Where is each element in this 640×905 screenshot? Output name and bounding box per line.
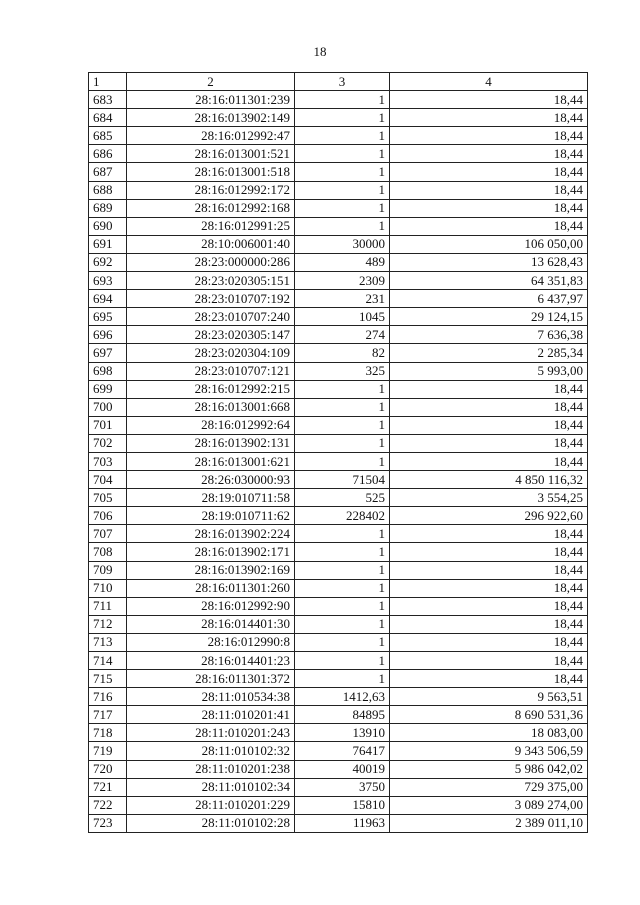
header-cell-2: 2 — [127, 73, 295, 91]
cadastral-number-cell: 28:16:012992:172 — [127, 181, 295, 199]
value-cell: 18,44 — [390, 145, 588, 163]
row-number-cell: 715 — [89, 670, 127, 688]
cadastral-number-cell: 28:16:013902:149 — [127, 109, 295, 127]
row-number-cell: 719 — [89, 742, 127, 760]
area-cell: 1 — [295, 109, 390, 127]
value-cell: 2 389 011,10 — [390, 814, 588, 832]
table-row — [89, 579, 588, 597]
area-cell: 3750 — [295, 778, 390, 796]
table-row — [89, 272, 588, 290]
row-number-cell: 690 — [89, 217, 127, 235]
row-number-cell: 689 — [89, 199, 127, 217]
row-number-cell: 688 — [89, 181, 127, 199]
row-number-cell: 717 — [89, 706, 127, 724]
row-number-cell: 694 — [89, 290, 127, 308]
area-cell: 1 — [295, 398, 390, 416]
table-row — [89, 489, 588, 507]
header-cell-3: 3 — [295, 73, 390, 91]
row-number-cell: 701 — [89, 416, 127, 434]
area-cell: 40019 — [295, 760, 390, 778]
table-row — [89, 326, 588, 344]
area-cell: 30000 — [295, 235, 390, 253]
area-cell: 1 — [295, 452, 390, 470]
row-number-cell: 700 — [89, 398, 127, 416]
value-cell: 64 351,83 — [390, 272, 588, 290]
area-cell: 274 — [295, 326, 390, 344]
table-row — [89, 796, 588, 814]
cadastral-number-cell: 28:11:010201:229 — [127, 796, 295, 814]
table-row — [89, 344, 588, 362]
table-row — [89, 127, 588, 145]
area-cell: 1 — [295, 561, 390, 579]
row-number-cell: 713 — [89, 633, 127, 651]
row-number-cell: 691 — [89, 235, 127, 253]
table-row — [89, 434, 588, 452]
value-cell: 18,44 — [390, 416, 588, 434]
area-cell: 325 — [295, 362, 390, 380]
row-number-cell: 687 — [89, 163, 127, 181]
area-cell: 84895 — [295, 706, 390, 724]
value-cell: 29 124,15 — [390, 308, 588, 326]
area-cell: 2309 — [295, 272, 390, 290]
area-cell: 489 — [295, 253, 390, 271]
cadastral-number-cell: 28:16:012992:168 — [127, 199, 295, 217]
cadastral-number-cell: 28:11:010534:38 — [127, 688, 295, 706]
value-cell: 18,44 — [390, 543, 588, 561]
table-row — [89, 145, 588, 163]
cadastral-number-cell: 28:11:010201:238 — [127, 760, 295, 778]
table-row — [89, 615, 588, 633]
table-row — [89, 235, 588, 253]
area-cell: 1 — [295, 181, 390, 199]
cadastral-number-cell: 28:11:010102:28 — [127, 814, 295, 832]
table-body — [89, 73, 588, 833]
row-number-cell: 716 — [89, 688, 127, 706]
table-row — [89, 290, 588, 308]
value-cell: 13 628,43 — [390, 253, 588, 271]
table-row — [89, 507, 588, 525]
table-row — [89, 471, 588, 489]
cadastral-number-cell: 28:16:012991:25 — [127, 217, 295, 235]
value-cell: 18,44 — [390, 380, 588, 398]
row-number-cell: 704 — [89, 471, 127, 489]
table-row — [89, 217, 588, 235]
page-number: 18 — [313, 44, 327, 59]
table-row — [89, 706, 588, 724]
area-cell: 1 — [295, 163, 390, 181]
cadastral-number-cell: 28:16:012992:90 — [127, 597, 295, 615]
value-cell: 9 343 506,59 — [390, 742, 588, 760]
table-row — [89, 109, 588, 127]
area-cell: 15810 — [295, 796, 390, 814]
value-cell: 4 850 116,32 — [390, 471, 588, 489]
value-cell: 3 554,25 — [390, 489, 588, 507]
area-cell: 1 — [295, 434, 390, 452]
cadastral-number-cell: 28:11:010201:243 — [127, 724, 295, 742]
area-cell: 228402 — [295, 507, 390, 525]
cadastral-number-cell: 28:11:010102:32 — [127, 742, 295, 760]
row-number-cell: 684 — [89, 109, 127, 127]
cadastral-number-cell: 28:23:010707:192 — [127, 290, 295, 308]
row-number-cell: 723 — [89, 814, 127, 832]
table-row — [89, 163, 588, 181]
table-row — [89, 308, 588, 326]
table-row — [89, 633, 588, 651]
cadastral-number-cell: 28:16:014401:30 — [127, 615, 295, 633]
row-number-cell: 686 — [89, 145, 127, 163]
table-row — [89, 362, 588, 380]
cadastral-number-cell: 28:16:012992:64 — [127, 416, 295, 434]
area-cell: 1 — [295, 670, 390, 688]
cadastral-number-cell: 28:23:010707:121 — [127, 362, 295, 380]
value-cell: 729 375,00 — [390, 778, 588, 796]
value-cell: 18,44 — [390, 615, 588, 633]
area-cell: 1 — [295, 199, 390, 217]
row-number-cell: 702 — [89, 434, 127, 452]
area-cell: 82 — [295, 344, 390, 362]
table-row — [89, 814, 588, 832]
cadastral-number-cell: 28:16:013902:131 — [127, 434, 295, 452]
cadastral-number-cell: 28:23:010707:240 — [127, 308, 295, 326]
value-cell: 18,44 — [390, 398, 588, 416]
cadastral-number-cell: 28:16:013001:518 — [127, 163, 295, 181]
area-cell: 525 — [295, 489, 390, 507]
area-cell: 1 — [295, 217, 390, 235]
area-cell: 1412,63 — [295, 688, 390, 706]
value-cell: 18,44 — [390, 181, 588, 199]
cadastral-number-cell: 28:16:012990:8 — [127, 633, 295, 651]
cadastral-number-cell: 28:11:010201:41 — [127, 706, 295, 724]
row-number-cell: 703 — [89, 452, 127, 470]
value-cell: 18,44 — [390, 561, 588, 579]
row-number-cell: 683 — [89, 91, 127, 109]
value-cell: 18,44 — [390, 163, 588, 181]
cadastral-number-cell: 28:23:020305:151 — [127, 272, 295, 290]
row-number-cell: 711 — [89, 597, 127, 615]
table-row — [89, 91, 588, 109]
area-cell: 71504 — [295, 471, 390, 489]
cadastral-number-cell: 28:16:014401:23 — [127, 652, 295, 670]
table-row — [89, 398, 588, 416]
cadastral-number-cell: 28:16:011301:239 — [127, 91, 295, 109]
value-cell: 9 563,51 — [390, 688, 588, 706]
cadastral-number-cell: 28:11:010102:34 — [127, 778, 295, 796]
cadastral-number-cell: 28:19:010711:58 — [127, 489, 295, 507]
table-row — [89, 597, 588, 615]
value-cell: 7 636,38 — [390, 326, 588, 344]
table-row — [89, 561, 588, 579]
value-cell: 106 050,00 — [390, 235, 588, 253]
table-row — [89, 778, 588, 796]
row-number-cell: 709 — [89, 561, 127, 579]
row-number-cell: 707 — [89, 525, 127, 543]
cadastral-number-cell: 28:16:011301:372 — [127, 670, 295, 688]
table-row — [89, 416, 588, 434]
area-cell: 13910 — [295, 724, 390, 742]
row-number-cell: 721 — [89, 778, 127, 796]
area-cell: 1 — [295, 543, 390, 561]
area-cell: 1 — [295, 416, 390, 434]
table-row — [89, 688, 588, 706]
value-cell: 18,44 — [390, 670, 588, 688]
header-cell-4: 4 — [390, 73, 588, 91]
value-cell: 18,44 — [390, 109, 588, 127]
area-cell: 1 — [295, 380, 390, 398]
value-cell: 296 922,60 — [390, 507, 588, 525]
value-cell: 6 437,97 — [390, 290, 588, 308]
row-number-cell: 695 — [89, 308, 127, 326]
value-cell: 18 083,00 — [390, 724, 588, 742]
area-cell: 1 — [295, 615, 390, 633]
table-row — [89, 760, 588, 778]
table-row — [89, 199, 588, 217]
cadastral-number-cell: 28:16:013001:521 — [127, 145, 295, 163]
table-row — [89, 652, 588, 670]
table-row — [89, 724, 588, 742]
cadastral-number-cell: 28:16:013902:169 — [127, 561, 295, 579]
value-cell: 18,44 — [390, 217, 588, 235]
area-cell: 1 — [295, 525, 390, 543]
area-cell: 1 — [295, 127, 390, 145]
cadastral-number-cell: 28:23:000000:286 — [127, 253, 295, 271]
row-number-cell: 708 — [89, 543, 127, 561]
area-cell: 1045 — [295, 308, 390, 326]
row-number-cell: 693 — [89, 272, 127, 290]
table-row — [89, 543, 588, 561]
row-number-cell: 714 — [89, 652, 127, 670]
row-number-cell: 699 — [89, 380, 127, 398]
row-number-cell: 722 — [89, 796, 127, 814]
table-row — [89, 380, 588, 398]
value-cell: 18,44 — [390, 525, 588, 543]
cadastral-number-cell: 28:16:013001:621 — [127, 452, 295, 470]
value-cell: 2 285,34 — [390, 344, 588, 362]
row-number-cell: 685 — [89, 127, 127, 145]
area-cell: 1 — [295, 633, 390, 651]
value-cell: 18,44 — [390, 652, 588, 670]
cadastral-number-cell: 28:10:006001:40 — [127, 235, 295, 253]
value-cell: 18,44 — [390, 452, 588, 470]
value-cell: 5 986 042,02 — [390, 760, 588, 778]
row-number-cell: 696 — [89, 326, 127, 344]
cadastral-number-cell: 28:26:030000:93 — [127, 471, 295, 489]
row-number-cell: 706 — [89, 507, 127, 525]
row-number-cell: 712 — [89, 615, 127, 633]
row-number-cell: 705 — [89, 489, 127, 507]
area-cell: 1 — [295, 579, 390, 597]
cadastral-number-cell: 28:16:013001:668 — [127, 398, 295, 416]
area-cell: 231 — [295, 290, 390, 308]
row-number-cell: 697 — [89, 344, 127, 362]
cadastral-number-cell: 28:16:012992:215 — [127, 380, 295, 398]
table-row — [89, 452, 588, 470]
table-row — [89, 742, 588, 760]
area-cell: 1 — [295, 91, 390, 109]
value-cell: 18,44 — [390, 434, 588, 452]
value-cell: 3 089 274,00 — [390, 796, 588, 814]
row-number-cell: 720 — [89, 760, 127, 778]
row-number-cell: 718 — [89, 724, 127, 742]
value-cell: 18,44 — [390, 579, 588, 597]
cadastral-number-cell: 28:16:012992:47 — [127, 127, 295, 145]
value-cell: 18,44 — [390, 633, 588, 651]
table-header-row — [89, 73, 588, 91]
cadastral-number-cell: 28:23:020305:147 — [127, 326, 295, 344]
cadastral-number-cell: 28:16:011301:260 — [127, 579, 295, 597]
table-row — [89, 525, 588, 543]
cadastral-number-cell: 28:19:010711:62 — [127, 507, 295, 525]
value-cell: 8 690 531,36 — [390, 706, 588, 724]
area-cell: 76417 — [295, 742, 390, 760]
area-cell: 1 — [295, 652, 390, 670]
value-cell: 5 993,00 — [390, 362, 588, 380]
row-number-cell: 698 — [89, 362, 127, 380]
row-number-cell: 710 — [89, 579, 127, 597]
cadastral-number-cell: 28:16:013902:224 — [127, 525, 295, 543]
area-cell: 11963 — [295, 814, 390, 832]
header-cell-1: 1 — [89, 73, 127, 91]
row-number-cell: 692 — [89, 253, 127, 271]
table-row — [89, 253, 588, 271]
value-cell: 18,44 — [390, 91, 588, 109]
area-cell: 1 — [295, 597, 390, 615]
data-table — [88, 72, 588, 833]
value-cell: 18,44 — [390, 597, 588, 615]
table-row — [89, 670, 588, 688]
value-cell: 18,44 — [390, 127, 588, 145]
cadastral-number-cell: 28:23:020304:109 — [127, 344, 295, 362]
cadastral-number-cell: 28:16:013902:171 — [127, 543, 295, 561]
table-row — [89, 181, 588, 199]
value-cell: 18,44 — [390, 199, 588, 217]
area-cell: 1 — [295, 145, 390, 163]
